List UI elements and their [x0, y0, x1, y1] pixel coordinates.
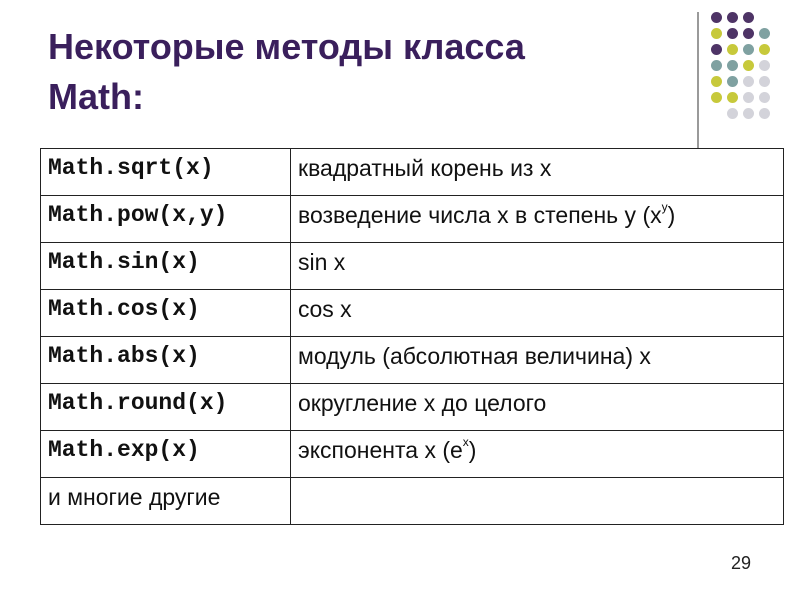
- description-cell: [291, 384, 784, 431]
- method-cell: [41, 243, 291, 290]
- decor-dot: [743, 76, 754, 87]
- decor-dot: [711, 28, 722, 39]
- decor-dot: [727, 12, 738, 23]
- method-description: модуль (абсолютная величина) x: [298, 343, 651, 369]
- table-row: [41, 243, 784, 290]
- decor-dot: [727, 60, 738, 71]
- method-cell: [41, 337, 291, 384]
- slide-title: [48, 22, 668, 122]
- decor-dot: [727, 108, 738, 119]
- decor-dot: [727, 44, 738, 55]
- method-cell: [41, 384, 291, 431]
- decorative-dot-grid: [711, 12, 771, 132]
- description-tail: ): [468, 437, 477, 463]
- decor-dot: [743, 28, 754, 39]
- method-description: [298, 437, 476, 463]
- method-name: Math.cos(x): [48, 296, 200, 322]
- page-number: 29: [731, 553, 752, 573]
- method-cell: [41, 149, 291, 196]
- decor-dot: [743, 108, 754, 119]
- decor-dot: [759, 108, 770, 119]
- decor-dot: [727, 76, 738, 87]
- method-cell: [41, 478, 291, 525]
- decor-dot: [759, 76, 770, 87]
- decor-dot: [743, 60, 754, 71]
- decor-dot: [711, 60, 722, 71]
- table-row: [41, 384, 784, 431]
- decor-dot: [727, 92, 738, 103]
- decor-dot: [711, 12, 722, 23]
- decor-dot: [743, 44, 754, 55]
- description-cell: [291, 290, 784, 337]
- decor-dot: [711, 76, 722, 87]
- method-cell: [41, 196, 291, 243]
- method-name: Math.round(x): [48, 390, 228, 416]
- method-cell: [41, 431, 291, 478]
- table-row: [41, 337, 784, 384]
- table-row: [41, 478, 784, 525]
- method-description: cos x: [298, 296, 352, 322]
- description-cell: [291, 243, 784, 290]
- superscript: y: [661, 200, 668, 214]
- other-methods-note: и многие другие: [48, 484, 221, 510]
- description-text: экспонента x (e: [298, 437, 463, 463]
- method-cell: [41, 290, 291, 337]
- superscript: x: [462, 435, 469, 449]
- table-row: [41, 149, 784, 196]
- description-cell: [291, 196, 784, 243]
- method-name: Math.pow(x,y): [48, 202, 228, 228]
- slide-title-line1: Некоторые методы класса: [48, 26, 525, 67]
- description-cell: [291, 149, 784, 196]
- method-description: sin x: [298, 249, 346, 275]
- method-name: Math.exp(x): [48, 437, 200, 463]
- slide-title-line2: Math:: [48, 76, 144, 117]
- decor-dot: [711, 44, 722, 55]
- decor-dot: [759, 92, 770, 103]
- decor-dot: [759, 44, 770, 55]
- method-description: округление x до целого: [298, 390, 547, 416]
- description-cell: [291, 337, 784, 384]
- method-name: Math.abs(x): [48, 343, 200, 369]
- decor-dot: [743, 12, 754, 23]
- description-text: возведение числа x в степень y (x: [298, 202, 662, 228]
- description-cell: [291, 431, 784, 478]
- method-description: квадратный корень из x: [298, 155, 552, 181]
- table-row: [41, 196, 784, 243]
- description-tail: ): [667, 202, 676, 228]
- decor-dot: [727, 28, 738, 39]
- description-cell: [291, 478, 784, 525]
- method-name: Math.sin(x): [48, 249, 200, 275]
- method-name: Math.sqrt(x): [48, 155, 214, 181]
- decorative-divider: [697, 12, 699, 148]
- table-row: [41, 290, 784, 337]
- methods-table: [40, 148, 784, 525]
- decor-dot: [759, 28, 770, 39]
- decor-dot: [743, 92, 754, 103]
- decor-dot: [759, 60, 770, 71]
- table-row: [41, 431, 784, 478]
- method-description: [298, 202, 675, 228]
- decor-dot: [711, 92, 722, 103]
